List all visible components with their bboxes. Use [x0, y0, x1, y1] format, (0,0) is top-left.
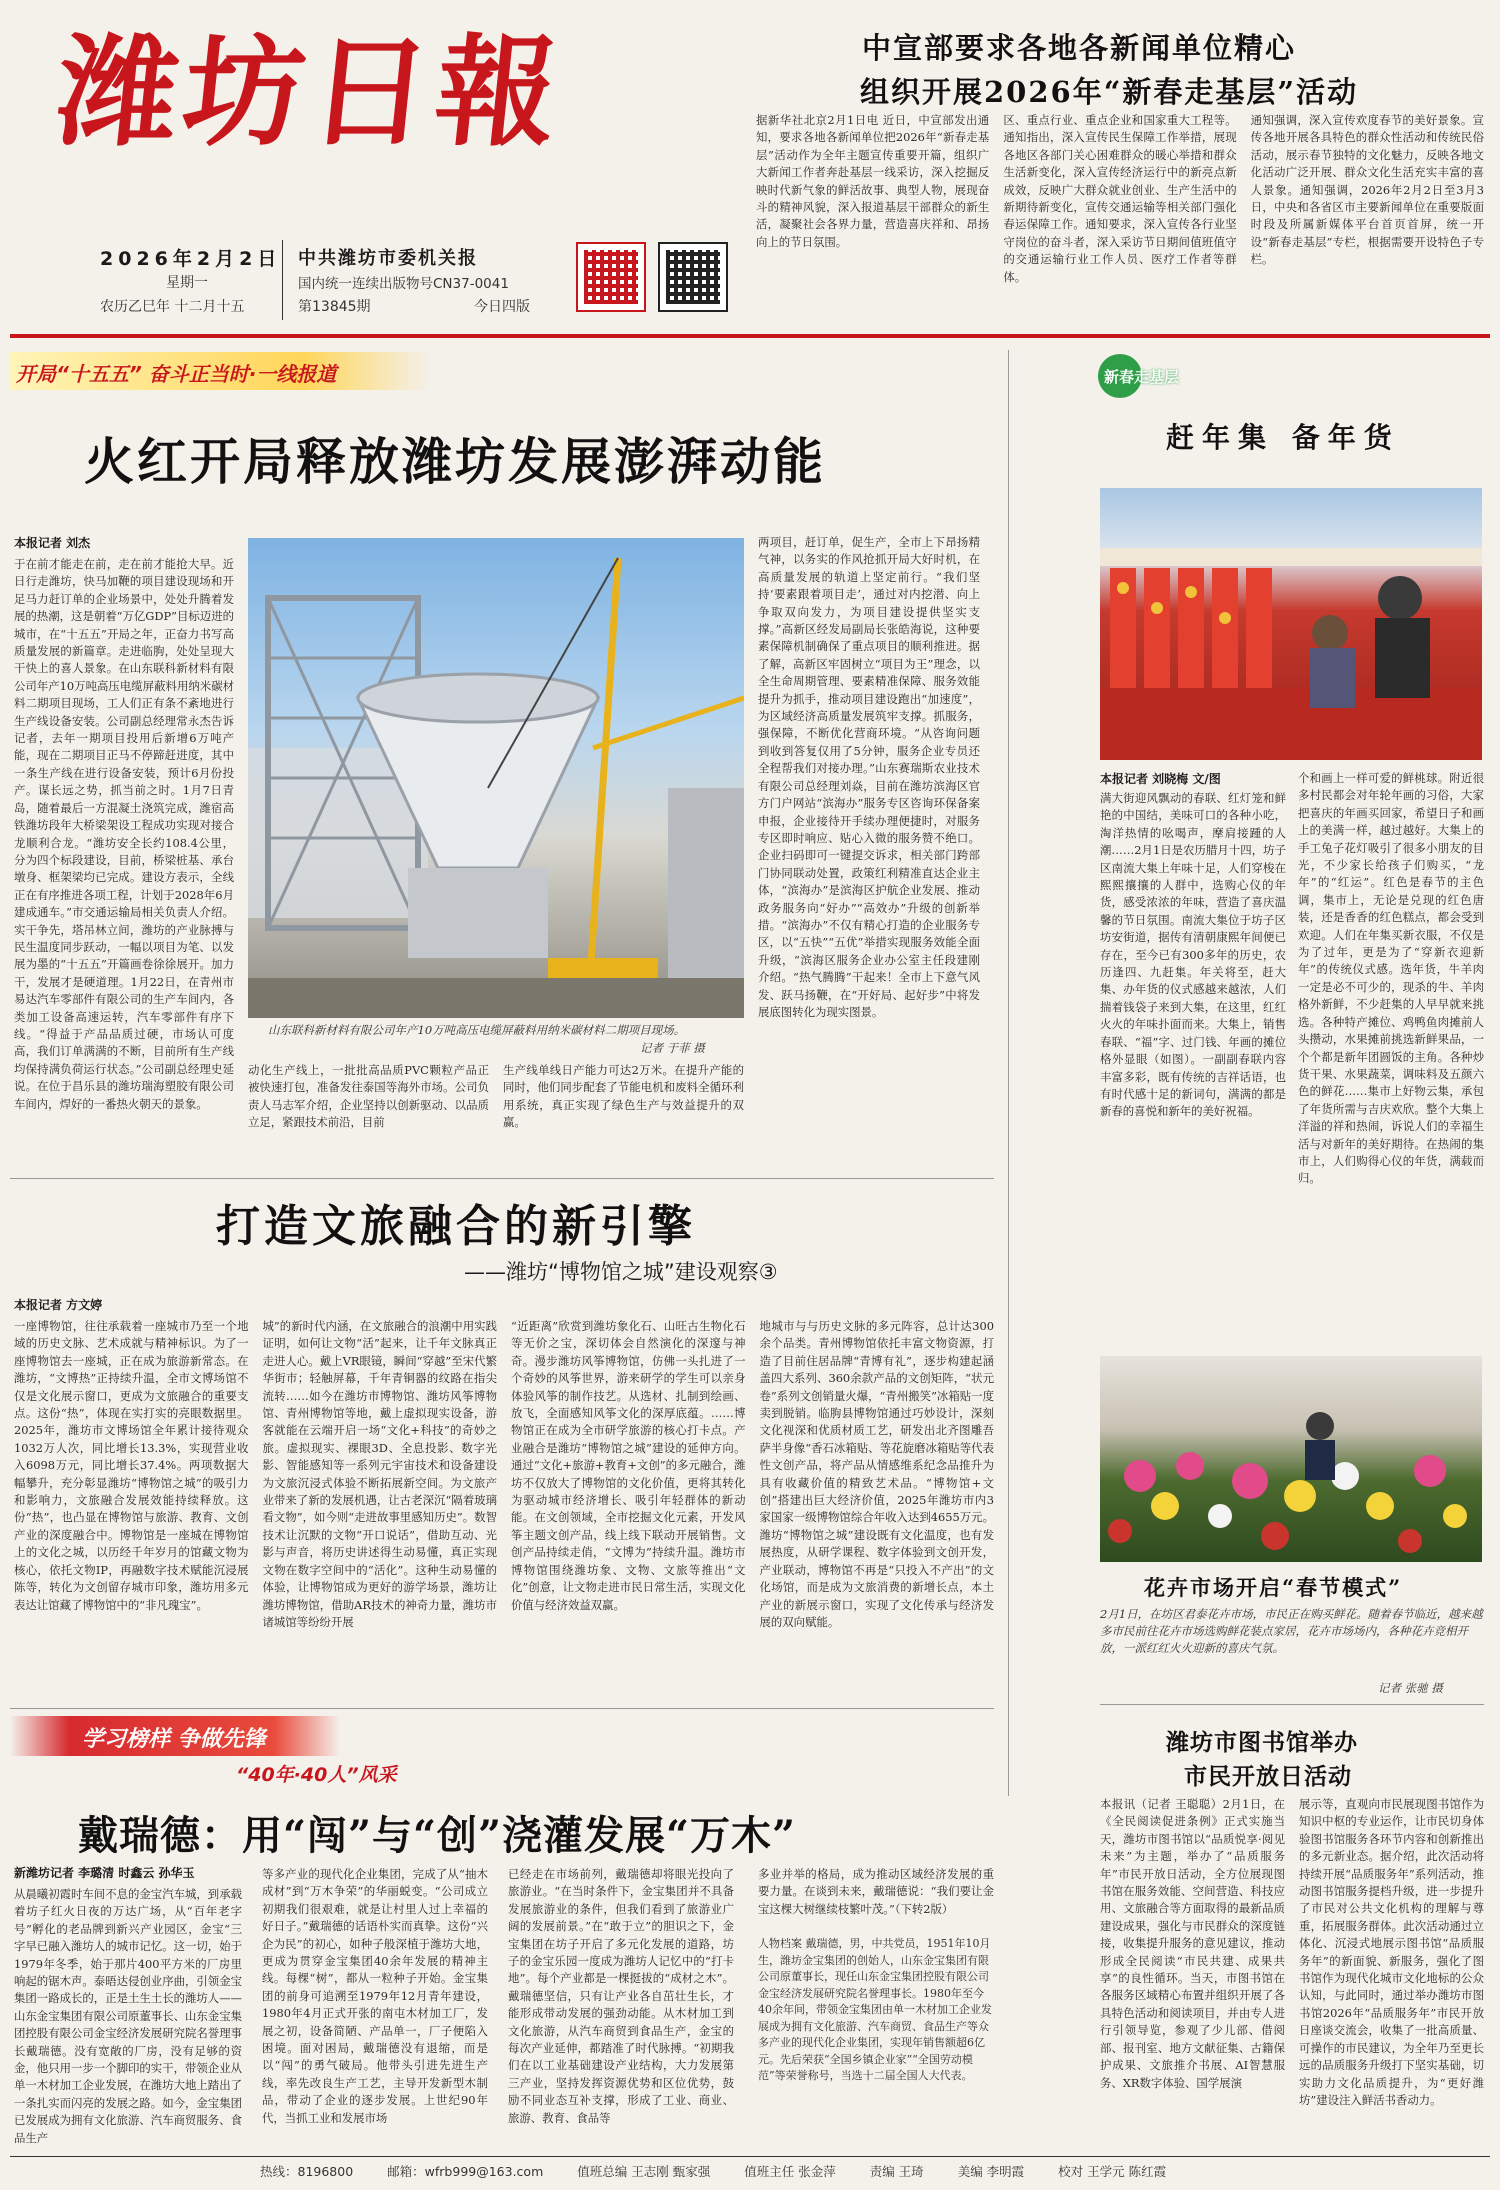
footer-duty-editors: 值班总编 王志刚 甄家强: [577, 2164, 711, 2179]
feature-col-2: 城”的新时代内涵，在文旅融合的浪潮中用实践证明，如何让文物“活”起来，让千年文脉真正走进人心。戴上VR眼镜，瞬间“穿越”至宋代繁华街市；轻触屏幕，千年青铜器的纹路在指尖流转……如今在潍坊市博物馆、潍坊风筝博物馆、青州博物馆等地，戴上虚拟现实设备，游客就能在云端开启一场“文化+科技”的奇妙之旅。虚拟现实、裸眼3D、全息投影、数字光影、智能感知等一系列元宇宙技术和设备建设为文旅沉浸式体验不断拓展新空间。为文旅产业带来了新的发展机遇，让古老深沉“隔着玻璃看文物”，如今则“走进故事里感知历史”。数智技术让沉默的文物“开口说话”，借助互动、光影与声音，将历史讲述得生动易懂，真正实现文物在数字空间中的“活化”。这种生动易懂的体验，让博物馆成为更好的游学场景，潍坊让潍坊博物馆，借助AR技术的神奇力量，潍坊市诸城馆等纷纷开展: [262, 1319, 497, 1629]
qr-code-app[interactable]: [578, 244, 644, 310]
honor-headline: 戴瑞德：用“闯”与“创”浇灌发展“万木”: [78, 1812, 797, 1859]
kicker-text: 开局“十五五” 奋斗正当时·一线报道: [16, 362, 337, 386]
feature-col-1: 一座博物馆，往往承载着一座城市乃至一个地域的历史文脉、艺术成就与精神标识。为了一座博物馆去一座城，正在成为旅游新常态。在潍坊，“文博热”正持续升温，全市文博场馆不仅是文化展示窗口，更成为文旅融合的重要支点。这份“热”，体现在实打实的亮眼数据里。2025年，潍坊市文博场馆全年累计接待观众1032万人次，同比增长13.3%，实现营业收入6098万元，同比增长37.4%。两项数据大幅攀升，充分彰显潍坊“博物馆之城”的吸引力和影响力，文旅融合发展效能持续释放。这份“热”，也凸显在博物馆与旅游、教育、文创产业的深度融合中。博物馆是一座城在博物馆上的文化之城，以历经千年岁月的馆藏文物为核心，依托文物IP，再融数字技术赋能沉浸展陈等，转化为文创留存城市印象，潍坊用多元表达让馆藏了博物馆中的“非凡瑰宝”。: [14, 1319, 249, 1612]
feature-col-3: “近距离”欣赏到潍坊象化石、山旺古生物化石等无价之宝，深切体会自然演化的深邃与神奇。漫步潍坊风筝博物馆，仿佛一头扎进了一个奇妙的风筝世界，游来研学的学生可以亲身体验风筝的制作技艺。从选材、扎制到绘画、放飞，全面感知风筝文化的深厚底蕴。……博物馆正在成为全市研学旅游的核心打卡点。产业融合是潍坊“博物馆之城”建设的延伸方向。通过“文化+旅游+教育+文创”的多元融合，潍坊不仅放大了博物馆的文化价值，更将其转化为驱动城市经济增长、吸引年轻群体的新动能。在文创领域，全市挖掘文化元素，开发风筝主题文创产品，线上线下联动开展销售。文创产品持续走俏，“文博为”持续升温。潍坊市博物馆围绕潍坊象、文物、文旅等推出“文化”创意，让文物走进市民日常生活，实现文化价值与经济效益双赢。: [511, 1319, 746, 1612]
lead-photo-construction-site: [248, 538, 744, 1018]
feature-byline: 本报记者 方文婷: [14, 1298, 103, 1312]
right-column-divider: [1008, 350, 1009, 1796]
issue-lunar-date: 农历乙巳年 十二月十五: [100, 299, 245, 315]
masthead-divider: [10, 334, 1490, 338]
lead-photo-caption: 山东联科新材料有限公司年产10万吨高压电缆屏蔽料用纳米碳材料二期项目现场。: [268, 1023, 686, 1037]
lead-under-photo: [248, 1062, 744, 1166]
flower-credit: 记者 张驰 摄: [1378, 1681, 1443, 1695]
market-illustration: [1100, 488, 1482, 760]
library-col-2: 展示等，直观向市民展现图书馆作为知识中枢的专业运作，让市民切身体验图书馆服务各环节内容和创新推出的多元新业态。据介绍，此次活动将持续开展“品质服务年”系列活动，推动图书馆服务提档升级，进一步提升了市民对公共文化机构的理解与尊重，拓展服务群体。此次活动通过立体化、沉浸式地展示图书馆“品质服务年”的新面貌、新服务，强化了图书馆作为现代化城市文化地标的公众认知，与此同时，通过举办潍坊市图书馆2026年“品质服务年”市民开放日座谈交流会，收集了一批高质量、可操作的市民建议，为全年乃至更长远的品质服务升级打下坚实基础，切实助力文化品质提升，为“更好潍坊”建设注入鲜活书香动力。: [1299, 1797, 1484, 2107]
honor-col-3: 已经走在市场前列，戴瑞德却将眼光投向了旅游业。“在当时条件下，金宝集团并不具备发展旅游业的条件，但我们看到了旅游业广阔的发展前景。”在“敢于立”的胆识之下，金宝集团在坊子开启了多元化发展的道路，坊子的金宝乐园一度成为潍坊人记忆中的“打卡地”。每个产业都是一棵挺拔的“成材之木”。戴瑞德坚信，只有让产业各自茁壮生长，才能形成带动发展的强劲动能。从木材加工到文化旅游，从汽车商贸到食品生产，金宝的每次产业延伸，都踏准了时代脉搏。“初期我们在以工业基础建设产业结构，大力发展第三产业，坚持发挥资源优势和区位优势，鼓励不同业态互补支撑，形成了工业、商业、旅游、教育、食品等: [508, 1867, 734, 2125]
side-byline: 本报记者 刘晓梅 文/图: [1100, 772, 1221, 786]
cn-number: 国内统一连续出版物号CN37-0041: [298, 276, 509, 292]
honor-col-2: 等多产业的现代化企业集团，完成了从“抽木成材”到“万木争荣”的华丽蜕变。“公司成立初期我们很艰难，就是让村里人过上幸福的好日子。”戴瑞德的话语朴实而真挚。这份“兴企为民”的初心，如种子般深植于潍坊大地，更成为贯穿金宝集团40余年发展的精神主线。每棵“树”，都从一粒种子开始。金宝集团的前身可追溯至1979年12月青年建设，1980年4月正式开张的南屯木材加工厂，发展之初，设备简陋、产品单一，厂子便陷入困境。面对困局，戴瑞德没有退缩，而是以“闯”的勇气破局。他带头引进先进生产线，率先改良生产工艺，主导开发新型木制品，带动了企业的逐步发展。上世纪90年代，当抓工业和发展市场: [262, 1867, 488, 2125]
library-headline-line-1: 潍坊市图书馆举办: [1166, 1729, 1358, 1756]
lead-photo-credit: 记者 于菲 摄: [640, 1041, 705, 1055]
feature-col-4: 地城市与与历史文脉的多元阵容，总计达300余个品类。青州博物馆依托丰富文物资源，打造了目前住居品牌“青博有礼”，逐步构建起涵盖四大系列、360余款产品的文创矩阵，“状元卷”系列文创销量火爆，“青州搬笑”冰箱贴一度卖到脱销。临朐县博物馆通过巧妙设计，深刻文化视深和优质材质工艺，研发出北齐图雕吾萨半身像“香石冰箱贴、等花旋磨冰箱贴等代表性文创产品，将产品从情感维系纪念品推升为具有收藏价值的精致艺术品。“博物馆+文创”搭建出巨大经济价值，2025年潍坊市内3家国家一级博物馆综合年收入达到4655万元。潍坊“博物馆之城”建设既有文化温度，也有发展热度，从研学课程、数字体验到文创开发，产业联动，博物馆不再是“只投入不产出”的文化场馆，而是成为文旅消费的新增长点，本土产业的新展示窗口，实现了文化传承与经济发展的双向赋能。: [759, 1319, 994, 1629]
lead-column-3: 两项目，赶订单，促生产，全市上下昂扬精气神，以务实的作风抢抓开局大好时机，在高质量发展的轨道上坚定前行。“我们坚持‘要素跟着项目走’，通过对内挖潜、向上争取双向发力，为项目建设提供坚实支撑。”高新区经发局副局长张皓海说，这种要素保障机制确保了重点项目的顺利推进。据了解，高新区牢固树立“项目为王”理念，以全生命周期管理、要素精准保障、服务效能提升为抓手，推动项目建设跑出“加速度”，为区域经济高质量发展筑牢支撑。抓服务，强保障，不断优化营商环境。“从咨询问题到收到答复仅用了5分钟，服务企业专员还全程帮我们对接办理。”山东赛瑞斯农业技术有限公司总经理刘焱，目前在潍坊滨海区官方门户网站“滨海办”服务专区咨询环保备案申报，企业接待开手续办理便捷时，对服务专区即时响应、贴心入微的服务赞不绝口。企业扫码即可一键提交诉求，相关部门跨部门协同联动处置，政策红利精准直达企业主体，“滨海办”是滨海区护航企业发展、推动政务服务向“好办”“高效办”升级的创新举措。“滨海办”不仅有精心打造的企业服务专区，以“五快”“五优”举措实现服务效能全面升级，“滨海区服务企业办公室主任段建刚介绍。“热气腾腾”干起来！全市上下意气风发、跃马扬鞭，在“开好局、起好步”中将发展底图转化为现实图景。: [758, 535, 980, 1019]
feature-headline: 打造文旅融合的新引擎: [216, 1201, 696, 1252]
page-count: 今日四版: [474, 299, 530, 315]
library-top-rule: [1100, 1704, 1484, 1705]
top-story-body: [756, 112, 1484, 318]
honor-byline: 新潍坊记者 李璐清 时鑫云 孙华玉: [14, 1866, 195, 1880]
footer-rule: [10, 2156, 1490, 2157]
top-story-headline-line-2: 组织开展2026年“新春走基层”活动: [860, 75, 1359, 109]
publisher-line: 中共潍坊市委机关报: [298, 248, 478, 269]
issue-date: 2026年2月2日: [100, 248, 282, 270]
issue-number: 第13845期: [298, 299, 371, 315]
top-story-col-2: 区、重点行业、重点企业和国家重大工程等。通知指出，深入宣传民生保障工作举措，展现各地区各部门关心困难群众的暖心举措和群众生活新变化，深入宣传经济运行中的新亮点新成效，反映广大群众就业创业、生产生活中的新期待新变化，宣传交通运输等相关部门强化春运保障工作。通知要求，深入宣传各行业坚守岗位的奋斗者，深入采访节日期间值班值守的交通运输行业工作人员、医疗工作者等群体。: [1003, 113, 1237, 284]
footer-editor: 责编 王琦: [869, 2164, 924, 2179]
lead-bottom-rule: [10, 1178, 994, 1179]
top-story-col-1: 据新华社北京2月1日电 近日，中宣部发出通知，要求各地各新闻单位把2026年“新春走基层”活动作为全年主题宣传重要开篇，组织广大新闻工作者奔赴基层一线采访，深入挖掘反映时代新气象的鲜活故事、典型人物，展现奋斗的精神风貌，深入报道基层干部群众的新生活，凝聚社会各界力量，营造喜庆祥和、昂扬向上的节日氛围。: [756, 113, 990, 249]
footer-credits: [260, 2162, 1460, 2180]
honor-profile: 人物档案 戴瑞德，男，中共党员，1951年10月生，潍坊金宝集团的创始人，山东金宝集团有限公司原董事长，现任山东金宝集团控股有限公司金宝经济发展研究院名誉理事长。1980年至今40余年间，带领金宝集团由单一木材加工企业发展成为拥有文化旅游、汽车商贸、食品生产等众多产业的现代化企业集团，实现年销售额超6亿元。先后荣获“全国乡镇企业家”“全国劳动模范”等荣誉称号，当选十二届全国人大代表。: [758, 1937, 992, 2082]
lead-headline: 火红开局释放潍坊发展澎湃动能: [84, 432, 826, 491]
lead-under-photo-col-1: 动化生产线上，一批批高品质PVC颗粒产品正被快速打包，准备发往泰国等海外市场。公司负责人马志军介绍，企业坚持以创新驱动、以品质立足，紧跟技术前沿，目前: [248, 1063, 489, 1130]
library-headline-line-2: 市民开放日活动: [1184, 1763, 1352, 1790]
lead-under-photo-col-2: 生产线单线日产能力可达2万米。在提升产能的同时，他们同步配套了节能电机和废料全循环利用系统，真正实现了绿色生产与效益提升的双赢。: [503, 1063, 744, 1130]
side-column-tag-text: 新春走基层: [1104, 368, 1180, 386]
flowers-illustration: [1100, 1356, 1482, 1562]
top-story-headline-line-1: 中宣部要求各地各新闻单位精心: [862, 31, 1297, 65]
flower-caption: 2月1日，在坊区君泰花卉市场，市民正在购买鲜花。随着春节临近，越来越多市民前往花卉市场选购鲜花装点家居，花卉市场场内，各种花卉竞相开放，一派红红火火迎新的喜庆气氛。: [1100, 1607, 1483, 1655]
feature-subhead: ——潍坊“博物馆之城”建设观察③: [464, 1260, 778, 1284]
honor-series-tag: “40年·40人”风采: [236, 1764, 397, 1786]
side-column-tag: [1098, 354, 1348, 398]
top-story-col-3: 通知强调，深入宣传欢度春节的美好景象。宣传各地开展各具特色的群众性活动和传统民俗活动，展示春节独特的文化魅力，反映各地文化活动广泛开展、群众文化生活充实丰富的喜人景象。通知强调，2026年2月2日至3月3日，中央和各省区市主要新闻单位在重要版面时段及所属新媒体平台首页首屏，统一开设“新春走基层”专栏，根据需要开设特色子专栏。: [1250, 113, 1484, 267]
library-body: [1100, 1796, 1484, 2148]
flower-headline: 花卉市场开启“春节模式”: [1144, 1575, 1403, 1600]
side-headline: 赶年集 备年货: [1166, 421, 1400, 454]
lead-column-1: 于在前才能走在前，走在前才能抢大早。近日行走潍坊，快马加鞭的项目建设现场和开足马力赶订单的企业场景中，处处升腾着发展的热潮，这是朝着“万亿GDP”目标迈进的城市，在“十五五”开局之年，正奋力书写高质量发展的新篇章。走进临朐，处处呈现大干快上的喜人景象。在山东联科新材料有限公司年产10万吨高压电缆屏蔽料用纳米碳材料二期项目现场，工人们正有条不紊地进行生产线设备安装。公司副总经理常永杰告诉记者，去年一期项目投用后新增6万吨产能，现在二期项目正马不停蹄赶进度，其中一条生产线在进行设备安装，预计6月份投产。谋长远之势，抓当前之时。1月7日青岛，随着最后一方混凝土浇筑完成，潍宿高铁潍坊段年大桥梁架设工程成功实现对接合龙顺利合龙。“潍坊安全长约108.4公里，分为四个标段建设，目前，桥梁桩基、承台墩身、框架梁均已完成。建设方表示，全线正在有序推进各项工程，计划于2028年6月建成通车。”市交通运输局相关负责人介绍。实干争先，塔吊林立间，潍坊的产业脉搏与民生温度同步跃动，一幅以项目为笔、以发展为墨的“十五五”开篇画卷徐徐展开。加力干，发展才是硬道理。1月22日，在青州市易达汽车零部件有限公司的生产车间内，各类加工设备高速运转，汽车零部件有序下线。“得益于产品品质过硬，市场认可度高，我们订单满满的不断，目前所有生产线均保持满负荷运行状态。”公司副总经理史延说。在位于昌乐县的潍坊瑞海塑胶有限公司车间内，焊好的一番热火朝天的景象。: [14, 557, 234, 1111]
footer-duty-director: 值班主任 张金萍: [744, 2164, 836, 2179]
lead-byline: 本报记者 刘杰: [14, 536, 91, 550]
feature-body: [14, 1318, 994, 1698]
library-col-1: 本报讯（记者 王聪聪）2月1日，在《全民阅读促进条例》正式实施当天，潍坊市图书馆以“品质悦享·阅见未来”为主题，举办了“品质服务年”市民开放日活动，全方位展现图书馆在服务效能、空间营造、科技应用、文旅融合等方面取得的最新品质建设成果，强化与市民群众的深度链接，收集提升服务的意见建议，推动形成全民阅读“市民共建、成果共享”的良性循环。当天，市图书馆在各服务区域精心布置并组织开展了各具特色活动和阅读项目，并由专人进行引领导览，参观了少儿部、借阅部、报刊室、地方文献征集、古籍保护成果、文旅推介书展、AI智慧服务、XR数字体验、国学展演: [1100, 1797, 1285, 2090]
flower-market-photo: [1100, 1356, 1482, 1562]
issue-weekday: 星期一: [166, 275, 208, 291]
side-col-2: 个和画上一样可爱的鲜桃球。附近很多村民都会对年轮年画的习俗，大家把喜庆的年画买回家，希望日子和画上的美满一样，越过越好。大集上的手工兔子花灯吸引了很多小朋友的目光，不少家长给孩子们购买，“龙年”的“红运”。红色是春节的主色调，集市上，无论是兑现的红色唐装，还是香香的红色糕点，都会受到欢迎。人们在年集买新衣服，不仅是为了过年，更是为了“穿新衣迎新年”的传统仪式感。选年货，牛羊肉一定是必不可少的，现杀的牛、羊肉格外新鲜，不少赶集的人早早就来挑选。各种特产摊位、鸡鸭鱼肉摊前人头攒动，水果摊前挑选新鲜果品，一个个都是新年团圆饭的主角。各种炒货干果、水果蔬菜，调味料及五颜六色的鲜花……集市上好物云集，承包了年货所需与吉庆欢欣。整个大集上洋溢的祥和热闹，诉说人们的幸福生活与对新年的美好期待。在热闹的集市上，人们购得心仪的年货，满载而归。: [1298, 771, 1484, 1186]
masthead-logo: 潍坊日報: [50, 22, 570, 163]
footer-hotline: 热线：8196800: [260, 2164, 354, 2179]
kicker-banner: [10, 352, 430, 390]
honor-col-1: 从晨曦初霞时车间不息的金宝汽车城，到承载着坊子红火日夜的万达广场，从“百年老字号”孵化的老品牌到新兴产业园区，金宝“三字早已融入潍坊人的城市记忆。这一切，始于1979年冬季，始于那片400平方米的厂房里响起的锯木声。泰晤达侵创业序曲，引领金宝集团一路成长的，正是土生土长的潍坊人——山东金宝集团有限公司原董事长、山东金宝集团控股有限公司金宝经济发展研究院名誉理事长戴瑞德。没有宽敞的厂房，没有足够的资金，他只用一步一个脚印的实干，带领企业从单一木材加工企业发展，在潍坊大地上踏出了一条扎实而闪亮的发展之路。如今，金宝集团已发展成为拥有文化旅游、汽车商贸服务、食品生产: [14, 1887, 242, 2145]
footer-email[interactable]: 邮箱：wfrb999@163.com: [387, 2164, 544, 2179]
construction-illustration: [248, 538, 744, 1018]
honor-col-4: 多业并举的格局，成为推动区域经济发展的重要力量。在谈到未来，戴瑞德说：“我们要让金宝这棵大树继续枝繁叶茂。”（下转2版）: [758, 1867, 994, 1916]
footer-proofreaders: 校对 王学元 陈红霞: [1058, 2164, 1167, 2179]
honor-banner: [10, 1716, 340, 1756]
side-col-1: 满大街迎风飘动的春联、红灯笼和鲜艳的中国结，美味可口的各种小吃，淘洋热情的吆喝声，摩肩接踵的人潮……2月1日是农历腊月十四，坊子区南流大集上年味十足，人们穿梭在熙熙攘攘的人群中，选购心仪的年货，感受浓浓的年味，营造了喜庆温馨的节日氛围。南流大集位于坊子区坊安街道，据传有清朝康熙年间便已存在，至今已有300多年的历史，农历逢四、九赶集。年关将至，赶大集、办年货的仪式感越来越浓，人们揣着钱袋子来到大集，在这里，红红火火的年味扑面而来。大集上，销售春联、“福”字、过门钱、年画的摊位格外显眼（如图）。一副副春联内容丰富多彩，既有传统的吉祥话语，也有时代感十足的新词句，满满的都是新春的喜悦和新年的美好祝福。: [1100, 791, 1286, 1119]
side-photo-market: [1100, 488, 1482, 760]
footer-designer: 美编 李明霞: [957, 2164, 1025, 2179]
honor-banner-text: 学习榜样 争做先锋: [82, 1727, 266, 1752]
qr-code-wechat[interactable]: [660, 244, 726, 310]
feature-bottom-rule: [10, 1708, 994, 1709]
